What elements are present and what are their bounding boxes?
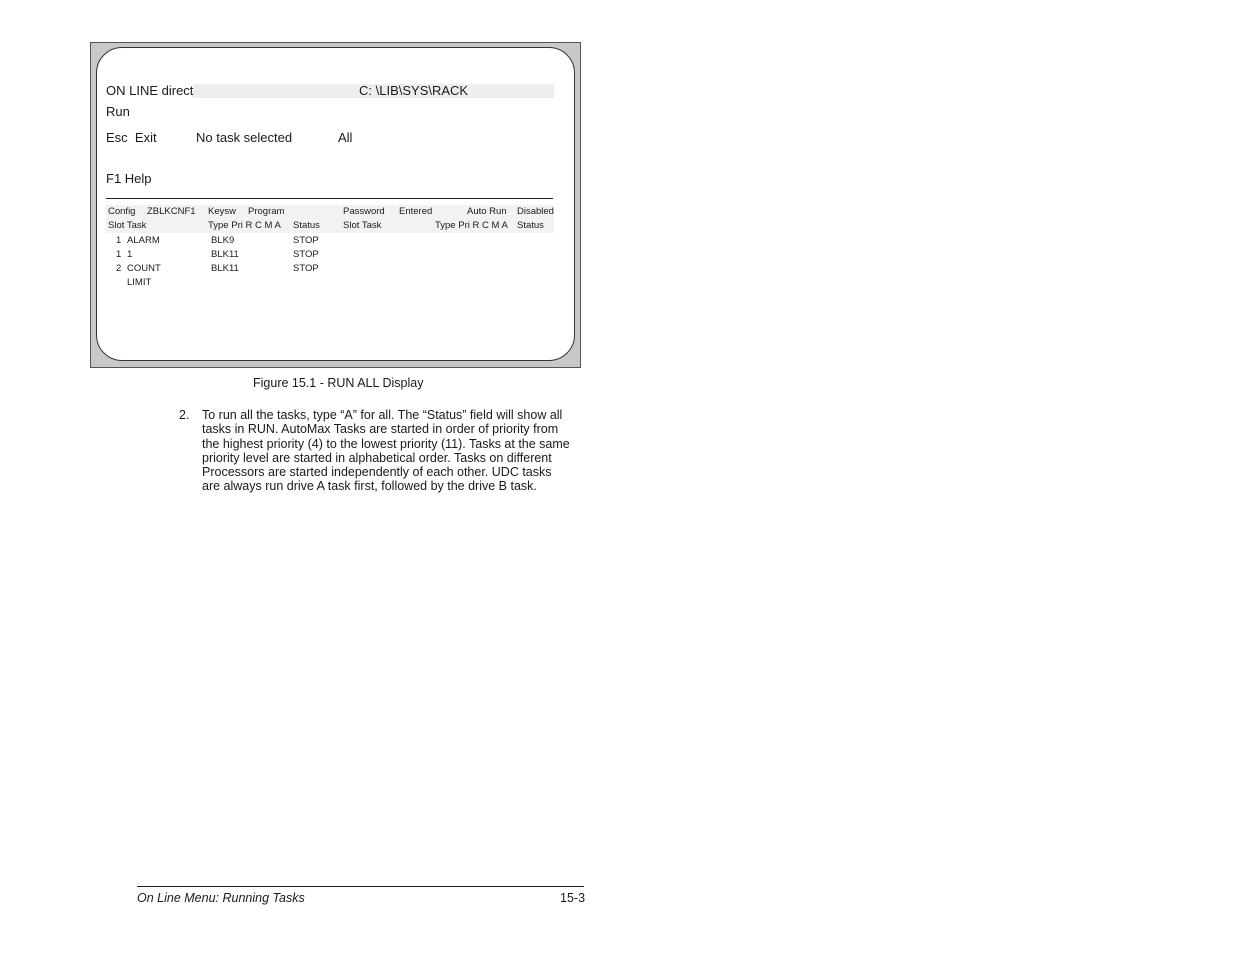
row-task: LIMIT (127, 277, 152, 288)
task-status: No task selected (196, 130, 293, 145)
config-label: Config (108, 206, 136, 217)
header-type-pri-left: Type Pri R C M A (208, 220, 281, 231)
help-key[interactable]: F1 Help (106, 171, 152, 186)
menu-title: Run (106, 104, 130, 119)
header-type-pri-right: Type Pri R C M A (435, 220, 508, 231)
screen-divider (106, 198, 553, 199)
selection-value: All (338, 130, 353, 145)
row-type: BLK11 (211, 263, 239, 274)
header-slot-task-left: Slot Task (108, 220, 147, 231)
figure-caption: Figure 15.1 - RUN ALL Display (253, 376, 424, 390)
password-value: Entered (399, 206, 433, 217)
step-number: 2. (179, 408, 190, 422)
header-status-left: Status (293, 220, 320, 231)
row-type: BLK11 (211, 249, 239, 260)
password-label: Password (343, 206, 385, 217)
row-status: STOP (293, 249, 319, 260)
autorun-label: Auto Run (467, 206, 507, 217)
row-task: COUNT (127, 263, 161, 274)
esc-exit-key[interactable]: Esc Exit (106, 130, 157, 145)
footer-section: On Line Menu: Running Tasks (137, 891, 305, 905)
keysw-value: Program (248, 206, 285, 217)
row-task: ALARM (127, 235, 160, 246)
row-status: STOP (293, 235, 319, 246)
header-status-right: Status (517, 220, 544, 231)
footer-divider (137, 886, 584, 887)
header-slot-task-right: Slot Task (343, 220, 382, 231)
step-text: To run all the tasks, type “A” for all. The “Status” field will show all tasks in RUN. AutoMax Tasks are started in order of priority from the highest priority (4) to the lowest priority (11). Tasks at the same priority level are started in alphabetical order. Tasks on different Processors are started independently of each other. UDC tasks are always run drive A task first, followed by the drive B task. (202, 408, 570, 494)
path-label: C: \LIB\SYS\RACK (359, 83, 469, 98)
row-task: 1 (127, 249, 133, 260)
row-slot: 1 (116, 249, 122, 260)
row-status: STOP (293, 263, 319, 274)
keysw-label: Keysw (208, 206, 236, 217)
footer-page-number: 15-3 (560, 891, 586, 905)
autorun-value: Disabled (517, 206, 554, 217)
row-slot: 2 (116, 263, 122, 274)
row-slot: 1 (116, 235, 122, 246)
row-type: BLK9 (211, 235, 235, 246)
mode-label: ON LINE direct (106, 83, 194, 98)
config-value: ZBLKCNF1 (147, 206, 196, 217)
